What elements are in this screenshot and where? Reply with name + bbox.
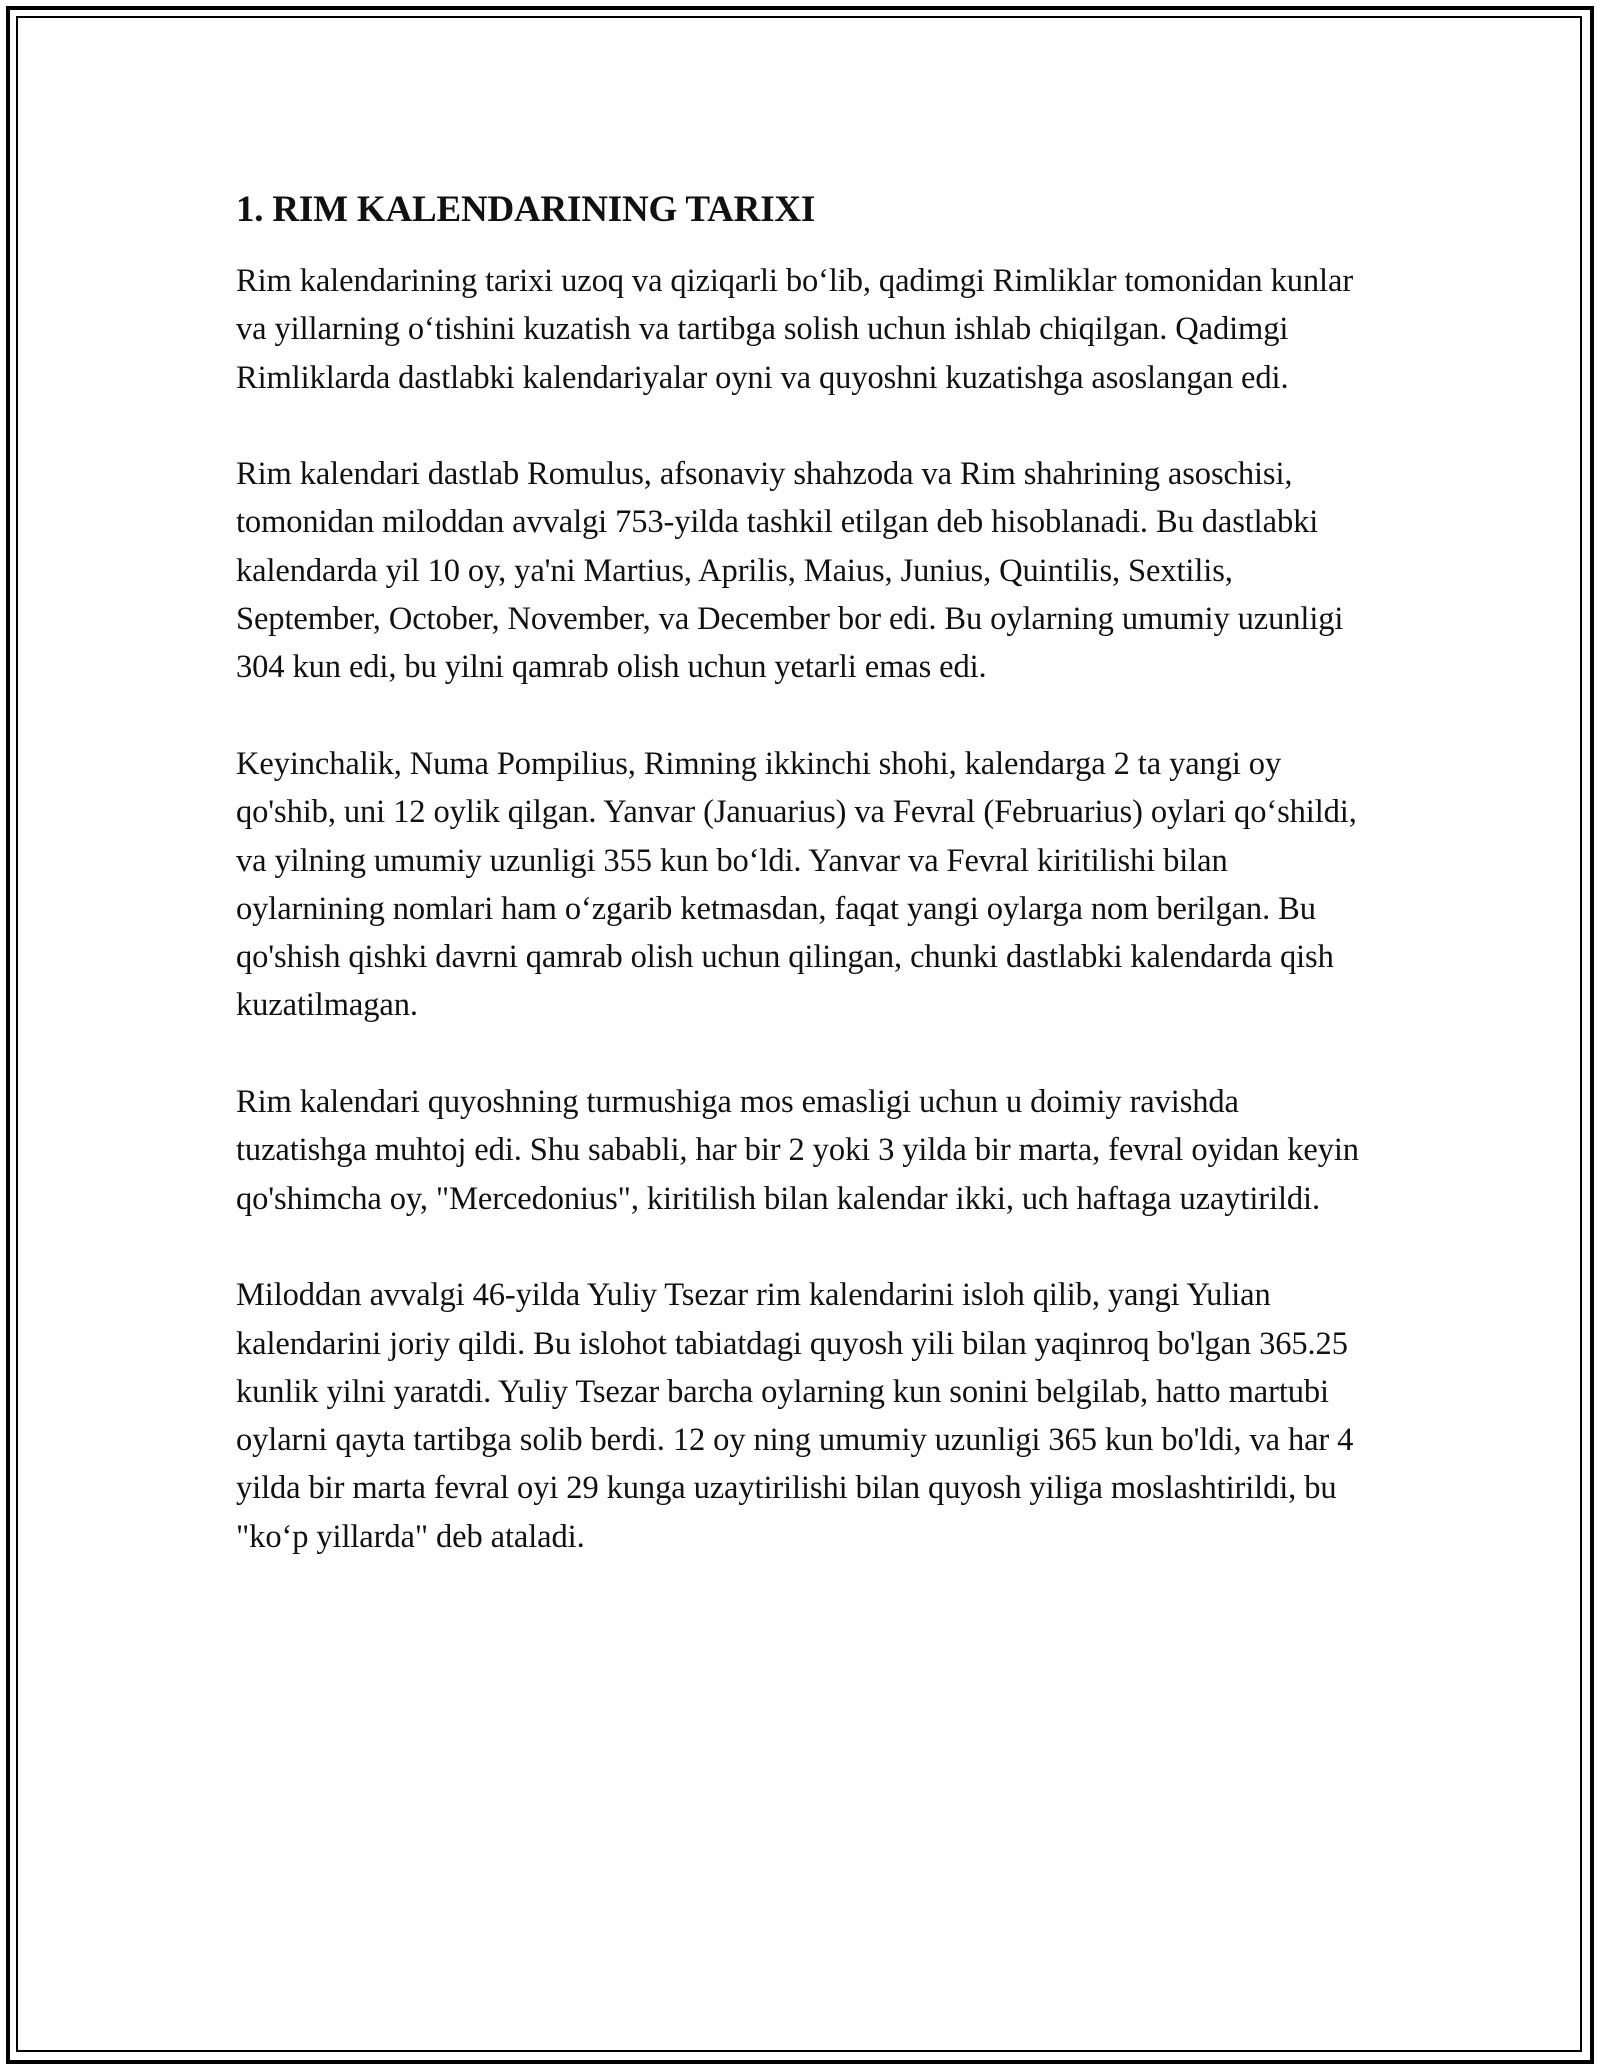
paragraph-5: Miloddan avvalgi 46-yilda Yuliy Tsezar rim kalendarini isloh qilib, yangi Yulian kalendarini joriy qildi. Bu islohot tabiatdagi quyosh yili bilan yaqinroq bo'lgan 365.25 kunlik yilni yaratdi. Yuliy Tsezar barcha oylarning kun sonini belgilab, hatto martubi oylarni qayta tartibga solib berdi. 12 oy ning umumiy uzunligi 365 kun bo'ldi, va har 4 yilda bir marta fevral oyi 29 kunga uzaytirilishi bilan quyosh yiliga moslashtirildi, bu "ko‘p yillarda" deb ataladi. [236,1277,1354,1555]
paragraph-4: Rim kalendari quyoshning turmushiga mos emasligi uchun u doimiy ravishda tuzatishga muhtoj edi. Shu sababli, har bir 2 yoki 3 yilda bir marta, fevral oyidan keyin qo'shimcha oy, "Mercedonius", kiritilish bilan kalendar ikki, uch haftaga uzaytirildi. [236,1084,1359,1217]
document-title: 1. RIM KALENDARINING TARIXI [236,189,816,230]
paragraph-1: Rim kalendarining tarixi uzoq va qiziqarli bo‘lib, qadimgi Rimliklar tomonidan kunlar va yillarning o‘tishini kuzatish va tartibga solish uchun ishlab chiqilgan. Qadimgi Rimliklarda dastlabki kalendariyalar oyni va quyoshni kuzatishga asoslangan edi. [236,263,1354,396]
paragraph-2: Rim kalendari dastlab Romulus, afsonaviy shahzoda va Rim shahrining asoschisi, tomonidan miloddan avvalgi 753-yilda tashkil etilgan deb hisoblanadi. Bu dastlabki kalendarda yil 10 oy, ya'ni Martius, Aprilis, Maius, Junius, Quintilis, Sextilis, September, October, November, va December bor edi. Bu oylarning umumiy uzunligi 304 kun edi, bu yilni qamrab olish uchun yetarli emas edi. [236,456,1344,686]
document-body [236,186,1366,1609]
paragraph-3: Keyinchalik, Numa Pompilius, Rimning ikkinchi shohi, kalendarga 2 ta yangi oy qo'shib, uni 12 oylik qilgan. Yanvar (Januarius) va Fevral (Februarius) oylari qo‘shildi, va yilning umumiy uzunligi 355 kun bo‘ldi. Yanvar va Fevral kiritilishi bilan oylarnining nomlari ham o‘zgarib ketmasdan, faqat yangi oylarga nom berilgan. Bu qo'shish qishki davrni qamrab olish uchun qilingan, chunki dastlabki kalendarda qish kuzatilmagan. [236,745,1357,1024]
